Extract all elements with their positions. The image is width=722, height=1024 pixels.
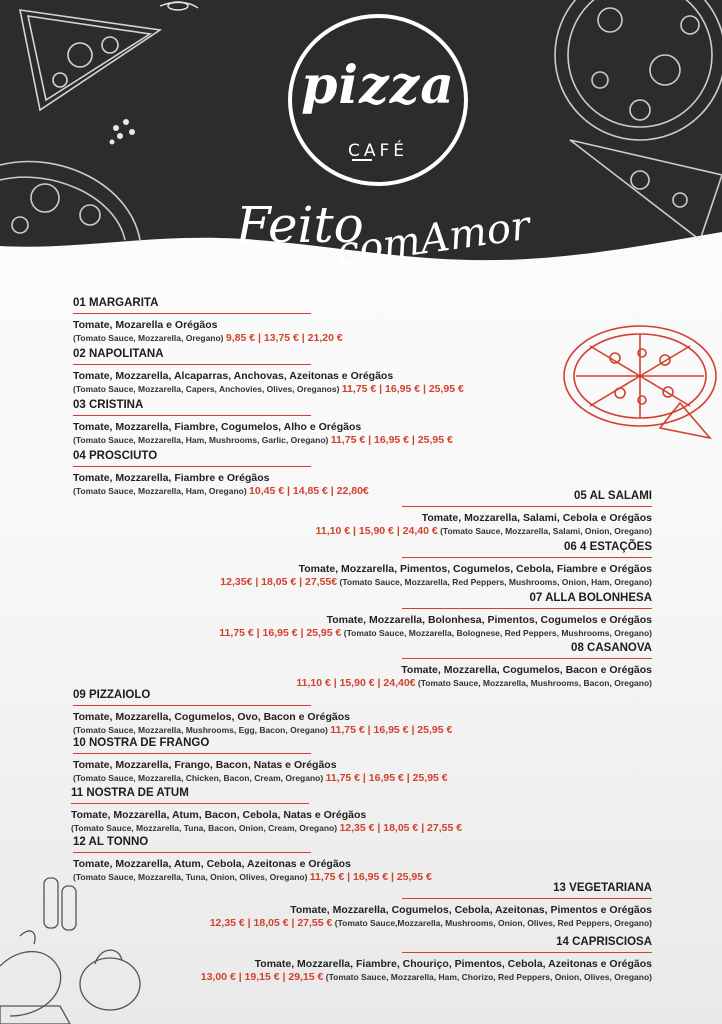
item-name: 01 MARGARITA [73, 297, 159, 309]
item-divider [73, 466, 311, 467]
item-translation: (Tomato Sauce, Mozzarella, Red Peppers, Mushrooms, Onion, Ham, Oregano) [339, 577, 652, 587]
item-price: 10,45 € | 14,85 € | 22,80€ [249, 485, 369, 497]
item-name: 11 NOSTRA DE ATUM [71, 787, 189, 799]
item-name: 09 PIZZAIOLO [73, 689, 151, 701]
item-translation: (Tomato Sauce, Mozzarella, Salami, Onion, Oregano) [440, 526, 652, 536]
header-banner [0, 0, 722, 300]
menu-item-08 [296, 642, 652, 690]
item-translation: (Tomato Sauce, Mozzarella, Ham, Chorizo, Red Peppers, Onion, Olives, Oregano) [325, 972, 652, 982]
item-name: 02 NAPOLITANA [73, 348, 164, 360]
menu-item-07 [219, 592, 652, 640]
item-divider [402, 506, 652, 507]
item-price: 13,00 € | 19,15 € | 29,15 € [200, 971, 324, 983]
item-description: Tomate, Mozzarella, Pimentos, Cogumelos, Cebola, Fiambre e Orégãos [298, 563, 652, 575]
item-divider [402, 608, 652, 609]
item-translation: (Tomato Sauce, Mozzarella, Tuna, Bacon, Onion, Cream, Oregano) [71, 823, 338, 833]
menu-item-13 [210, 882, 652, 930]
item-price: 11,75 € | 16,95 € | 25,95 € [219, 627, 342, 639]
item-price: 12,35€ | 18,05 € | 27,55€ [220, 576, 338, 588]
logo-wordmark: pizza [301, 55, 455, 116]
item-divider [73, 364, 311, 365]
menu-item-02 [73, 348, 464, 396]
logo-subtitle: CAFÉ [347, 141, 409, 161]
item-price: 11,75 € | 16,95 € | 25,95 € [330, 434, 453, 446]
item-translation: (Tomato Sauce, Mozzarella, Chicken, Bacon, Cream, Oregano) [73, 773, 324, 783]
item-divider [402, 898, 652, 899]
item-name: 06 4 ESTAÇÕES [564, 541, 652, 553]
menu-item-05 [316, 490, 652, 538]
item-description: Tomate, Mozzarella, Fiambre e Orégãos [73, 472, 270, 484]
item-description: Tomate, Mozzarella, Bolonhesa, Pimentos, Cogumelos e Orégãos [326, 614, 652, 626]
item-price: 9,85 € | 13,75 € | 21,20 € [225, 332, 343, 344]
item-name: 08 CASANOVA [571, 642, 652, 654]
item-description: Tomate, Mozzarella, Alcaparras, Anchovas, Azeitonas e Orégãos [73, 370, 394, 382]
menu-item-12 [73, 836, 432, 884]
item-translation: (Tomato Sauce, Mozzarella, Oregano) [73, 333, 224, 343]
logo [288, 15, 468, 185]
item-translation: (Tomato Sauce, Mozzarella, Bolognese, Red Peppers, Mushrooms, Oregano) [343, 628, 652, 638]
tagline-part-1: Feito [236, 196, 364, 254]
menu-item-14 [201, 936, 652, 984]
item-name: 04 PROSCIUTO [73, 450, 158, 462]
item-name: 03 CRISTINA [73, 399, 144, 411]
item-description: Tomate, Mozzarella, Fiambre, Cogumelos, Alho e Orégãos [73, 421, 362, 433]
item-divider [402, 557, 652, 558]
item-description: Tomate, Mozarella e Orégãos [73, 319, 218, 331]
item-description: Tomate, Mozzarella, Salami, Cebola e Orégãos [421, 512, 652, 524]
item-name: 05 AL SALAMI [574, 490, 652, 502]
menu-item-01 [73, 297, 343, 345]
item-name: 07 ALLA BOLONHESA [529, 592, 652, 604]
item-price: 11,10 € | 15,90 € | 24,40€ [296, 677, 416, 689]
item-translation: (Tomato Sauce, Mozzarella, Ham, Mushrooms, Garlic, Oregano) [73, 435, 329, 445]
item-divider [73, 852, 311, 853]
menu-item-11 [71, 787, 462, 835]
item-description: Tomate, Mozzarella, Fiambre, Chouriço, Pimentos, Cebola, Azeitonas e Orégãos [254, 958, 652, 970]
item-translation: (Tomato Sauce, Mozzarella, Mushrooms, Egg, Bacon, Oregano) [73, 725, 328, 735]
item-price: 11,10 € | 15,90 € | 24,40 € [315, 525, 438, 537]
item-description: Tomate, Mozzarella, Atum, Bacon, Cebola, Natas e Orégãos [71, 809, 367, 821]
pizza-lineart-icon [560, 318, 720, 440]
item-translation: (Tomato Sauce, Mozzarella, Ham, Oregano) [73, 486, 247, 496]
item-price: 12,35 € | 18,05 € | 27,55 € [209, 917, 333, 929]
item-translation: (Tomato Sauce,Mozzarella, Mushrooms, Onion, Olives, Red Peppers, Oregano) [334, 918, 652, 928]
menu-item-10 [73, 737, 448, 785]
item-description: Tomate, Mozzarella, Frango, Bacon, Natas e Orégãos [73, 759, 337, 771]
item-divider [402, 952, 652, 953]
item-description: Tomate, Mozzarella, Cogumelos, Ovo, Bacon e Orégãos [73, 711, 350, 723]
item-name: 12 AL TONNO [73, 836, 149, 848]
item-divider [402, 658, 652, 659]
item-divider [73, 753, 311, 754]
menu-item-06 [220, 541, 652, 589]
item-divider [71, 803, 309, 804]
item-translation: (Tomato Sauce, Mozzarella, Mushrooms, Bacon, Oregano) [417, 678, 652, 688]
item-price: 12,35 € | 18,05 € | 27,55 € [339, 822, 463, 834]
item-name: 10 NOSTRA DE FRANGO [73, 737, 210, 749]
item-name: 13 VEGETARIANA [553, 882, 652, 894]
item-price: 11,75 € | 16,95 € | 25,95 € [325, 772, 448, 784]
item-divider [73, 415, 311, 416]
tagline-part-2: comAmor [333, 202, 533, 276]
item-translation: (Tomato Sauce, Mozzarella, Tuna, Onion, Olives, Oregano) [73, 872, 308, 882]
item-translation: (Tomato Sauce, Mozzarella, Capers, Anchovies, Olives, Oreganos) [73, 384, 340, 394]
menu-item-09 [73, 689, 452, 737]
item-price: 11,75 € | 16,95 € | 25,95 € [309, 871, 432, 883]
item-name: 14 CAPRISCIOSA [556, 936, 652, 948]
item-description: Tomate, Mozzarella, Cogumelos, Cebola, Azeitonas, Pimentos e Orégãos [290, 904, 652, 916]
item-description: Tomate, Mozzarella, Cogumelos, Bacon e Orégãos [401, 664, 652, 676]
item-divider [73, 313, 311, 314]
menu-item-03 [73, 399, 453, 447]
item-description: Tomate, Mozzarella, Atum, Cebola, Azeitonas e Orégãos [73, 858, 351, 870]
item-price: 11,75 € | 16,95 € | 25,95 € [341, 383, 464, 395]
item-divider [73, 705, 311, 706]
food-sketch-icon [0, 866, 150, 1024]
item-price: 11,75 € | 16,95 € | 25,95 € [330, 724, 453, 736]
